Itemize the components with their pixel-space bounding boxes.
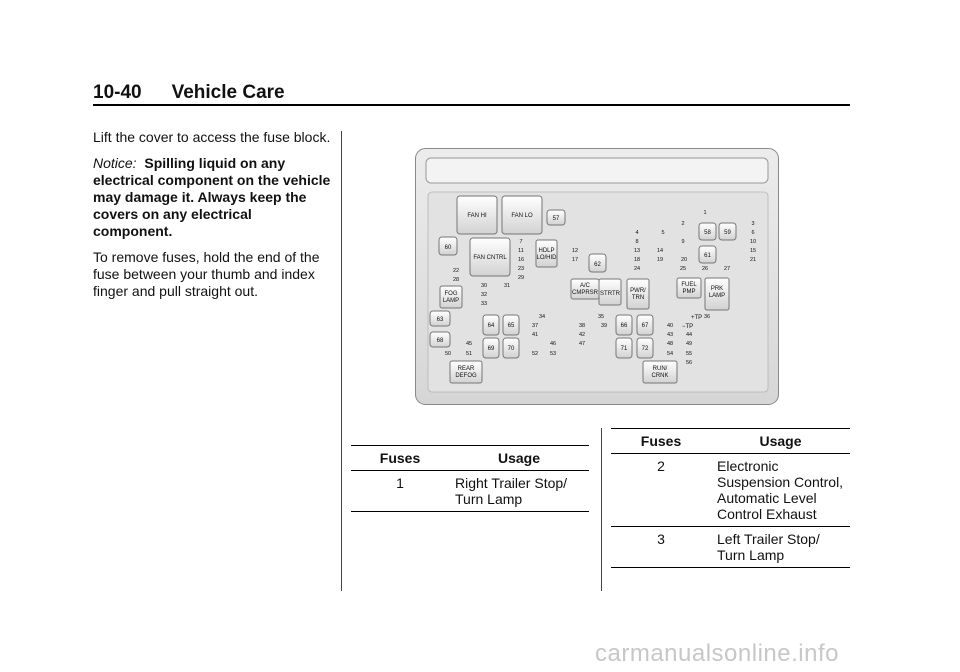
svg-text:10: 10 [749, 239, 757, 245]
svg-text:13: 13 [633, 248, 641, 254]
svg-text:15: 15 [749, 248, 757, 254]
svg-text:56: 56 [685, 360, 693, 366]
svg-text:DEFOG: DEFOG [455, 373, 477, 379]
svg-text:24: 24 [633, 266, 641, 272]
relay-fan-cntrl [470, 238, 510, 276]
tp-minus-label: −TP [682, 324, 694, 330]
relay-fan-lo [502, 196, 542, 234]
svg-text:4: 4 [635, 230, 639, 236]
svg-text:LO/HID: LO/HID [536, 255, 557, 261]
svg-text:19: 19 [656, 257, 664, 263]
svg-text:63: 63 [436, 317, 444, 323]
svg-text:55: 55 [685, 351, 693, 357]
svg-text:25: 25 [679, 266, 687, 272]
svg-text:34: 34 [538, 314, 546, 320]
svg-text:21: 21 [749, 257, 757, 263]
svg-text:31: 31 [503, 283, 511, 289]
svg-text:57: 57 [552, 216, 560, 222]
relay-label: FAN CNTRL [473, 255, 507, 261]
svg-text:35: 35 [597, 314, 605, 320]
svg-text:52: 52 [531, 351, 539, 357]
fuse-72 [637, 338, 653, 358]
svg-text:53: 53 [549, 351, 557, 357]
svg-text:54: 54 [666, 351, 674, 357]
svg-text:43: 43 [666, 332, 674, 338]
svg-text:7: 7 [519, 239, 523, 245]
fuse-number: 1 [351, 471, 449, 512]
svg-text:69: 69 [487, 346, 495, 352]
svg-text:38: 38 [578, 323, 586, 329]
svg-text:72: 72 [641, 346, 649, 352]
svg-text:68: 68 [436, 338, 444, 344]
svg-text:47: 47 [578, 341, 586, 347]
svg-text:8: 8 [635, 239, 639, 245]
svg-text:FOG: FOG [444, 291, 458, 297]
svg-text:28: 28 [452, 277, 460, 283]
relay-fan-hi [457, 196, 497, 234]
svg-text:62: 62 [594, 262, 601, 268]
fuse-number: 2 [611, 454, 711, 527]
instruction-paragraph-2: To remove fuses, hold the end of the fuse between your thumb and index finger and pull straight out. [93, 249, 320, 299]
svg-text:14: 14 [656, 248, 664, 254]
usage-header: Usage [711, 429, 850, 454]
svg-text:27: 27 [723, 266, 731, 272]
relay-ac-cmprsr [571, 279, 599, 299]
section-title: Vehicle Care [171, 82, 285, 103]
svg-text:18: 18 [633, 257, 641, 263]
svg-text:2: 2 [681, 221, 685, 227]
svg-text:PWR/: PWR/ [630, 288, 646, 294]
fuse-71 [616, 338, 632, 358]
usage-header: Usage [449, 446, 589, 471]
svg-text:67: 67 [641, 323, 649, 329]
relay-hdlp-hid [536, 240, 557, 267]
svg-text:3: 3 [751, 221, 755, 227]
fuse-usage: Left Trailer Stop/ Turn Lamp [711, 527, 850, 568]
svg-text:6: 6 [751, 230, 755, 236]
page-number: 10-40 [93, 82, 142, 103]
svg-text:64: 64 [487, 323, 495, 329]
svg-text:41: 41 [531, 332, 539, 338]
fuse-70 [503, 338, 519, 358]
watermark: carmanualsonline.info [595, 640, 839, 667]
fuses-header: Fuses [611, 429, 711, 454]
fuse-60 [439, 237, 457, 255]
fuse-61 [699, 246, 716, 263]
svg-text:A/C: A/C [579, 283, 591, 289]
svg-text:60: 60 [444, 245, 452, 251]
notice-text: Spilling liquid on any electrical component on the vehicle may damage it. Always keep the covers on any electrical component. [93, 155, 331, 239]
svg-text:LAMP: LAMP [708, 293, 726, 299]
table-row [611, 454, 850, 527]
svg-text:9: 9 [681, 239, 685, 245]
svg-text:LAMP: LAMP [442, 298, 460, 304]
svg-text:PRK: PRK [710, 286, 724, 292]
svg-text:TRN: TRN [631, 295, 645, 301]
column-divider-lower [601, 428, 602, 591]
svg-text:50: 50 [444, 351, 452, 357]
svg-text:PMP: PMP [682, 289, 696, 295]
svg-text:CRNK: CRNK [651, 373, 669, 379]
relay-rear-defog [450, 361, 482, 383]
svg-text:FUEL: FUEL [681, 282, 697, 288]
svg-text:11: 11 [518, 248, 524, 254]
fuse-64 [483, 315, 499, 335]
svg-text:66: 66 [620, 323, 628, 329]
fuse-59 [719, 223, 736, 240]
relay-strtr [599, 279, 621, 305]
fuse-68 [430, 332, 450, 347]
svg-text:59: 59 [724, 230, 731, 236]
svg-text:23: 23 [517, 266, 525, 272]
svg-text:58: 58 [704, 230, 711, 236]
fuse-62 [589, 254, 606, 272]
svg-text:HDLP: HDLP [538, 248, 555, 254]
svg-text:40: 40 [666, 323, 674, 329]
fuse-block-diagram [415, 148, 779, 405]
svg-text:71: 71 [620, 346, 628, 352]
svg-text:70: 70 [507, 346, 515, 352]
column-divider [341, 131, 342, 591]
instruction-paragraph-1: Lift the cover to access the fuse block. [93, 129, 331, 145]
fuse-66 [616, 315, 632, 335]
svg-text:33: 33 [480, 301, 488, 307]
relay-run-crnk [643, 361, 677, 383]
svg-text:12: 12 [571, 248, 579, 254]
fuse-usage-table-2 [611, 428, 850, 568]
fuse-usage: Electronic Suspension Control, Automatic Level Control Exhaust [711, 454, 850, 527]
notice-paragraph [93, 155, 333, 240]
page-header [93, 82, 285, 104]
fuse-65 [503, 315, 519, 335]
svg-text:5: 5 [661, 230, 665, 236]
svg-text:16: 16 [517, 257, 525, 263]
notice-label: Notice: [93, 155, 137, 171]
svg-text:20: 20 [680, 257, 688, 263]
fuse-58 [699, 223, 716, 240]
svg-text:17: 17 [571, 257, 579, 263]
svg-text:37: 37 [531, 323, 539, 329]
svg-text:44: 44 [685, 332, 693, 338]
relay-label: FAN LO [511, 213, 533, 219]
fuse-67 [637, 315, 653, 335]
svg-text:REAR: REAR [457, 366, 475, 372]
relay-fuel-pmp [677, 278, 701, 298]
relay-pwr-trn [627, 279, 649, 309]
svg-text:22: 22 [452, 268, 460, 274]
relay-label: FAN HI [467, 213, 487, 219]
relay-fog-lamp [440, 286, 462, 308]
table-row [611, 527, 850, 568]
fuse-69 [483, 338, 499, 358]
svg-text:1: 1 [703, 210, 707, 216]
instructions-column [93, 129, 333, 309]
svg-text:51: 51 [465, 351, 473, 357]
svg-text:39: 39 [600, 323, 608, 329]
svg-text:61: 61 [704, 253, 711, 259]
relay-prk-lamp [705, 278, 729, 310]
tp-plus-label: +TP [691, 315, 703, 321]
svg-text:29: 29 [517, 275, 525, 281]
svg-text:CMPRSR: CMPRSR [571, 290, 599, 296]
svg-text:26: 26 [701, 266, 709, 272]
svg-text:49: 49 [685, 341, 693, 347]
table-row [351, 471, 589, 512]
svg-text:65: 65 [507, 323, 515, 329]
fuse-number: 3 [611, 527, 711, 568]
fuse-usage-table-1 [351, 445, 589, 512]
svg-text:32: 32 [480, 292, 488, 298]
svg-text:STRTR: STRTR [600, 291, 620, 297]
svg-text:36: 36 [703, 314, 711, 320]
svg-text:46: 46 [549, 341, 557, 347]
svg-text:45: 45 [465, 341, 473, 347]
fuse-usage: Right Trailer Stop/ Turn Lamp [449, 471, 589, 512]
svg-text:42: 42 [578, 332, 586, 338]
svg-text:30: 30 [480, 283, 488, 289]
fuse-63 [430, 311, 450, 326]
svg-text:RUN/: RUN/ [652, 366, 668, 372]
fuses-header: Fuses [351, 446, 449, 471]
svg-text:48: 48 [666, 341, 674, 347]
header-rule [93, 104, 850, 106]
fuse-57 [547, 210, 565, 225]
